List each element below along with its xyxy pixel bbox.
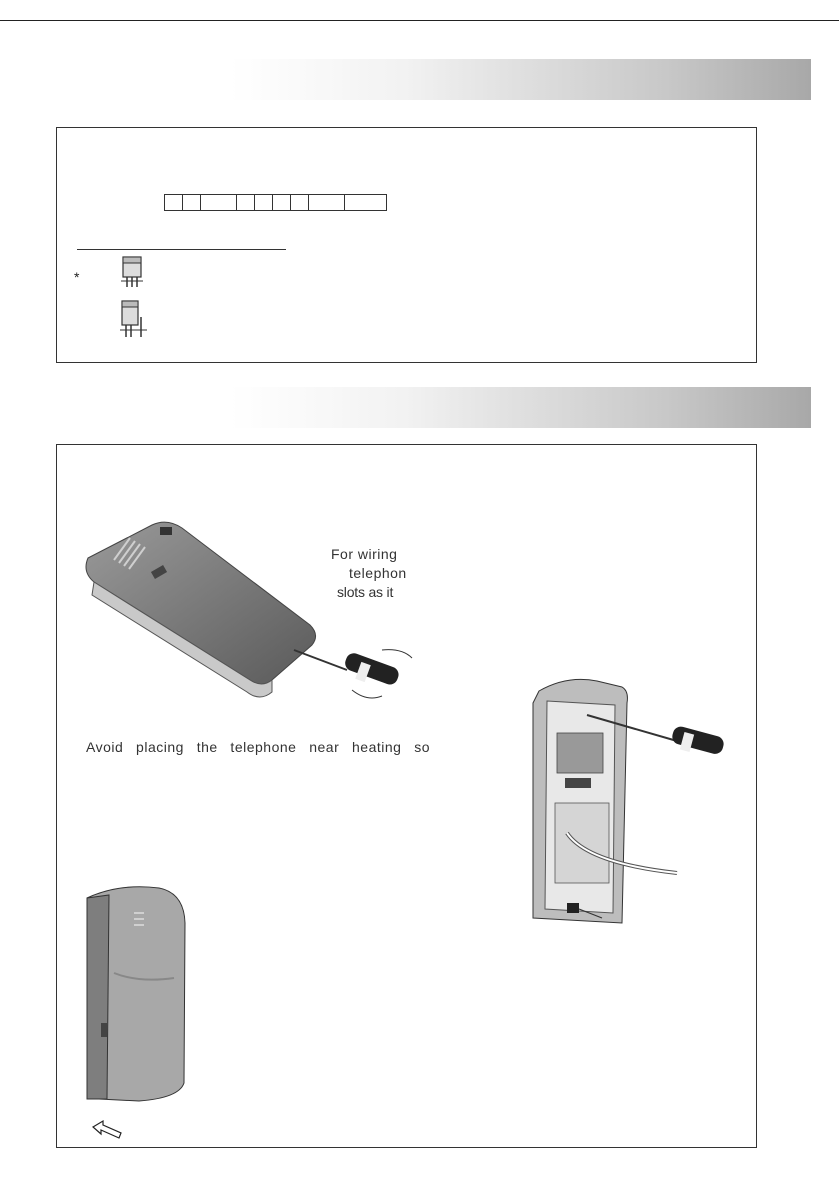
section-header-bar-1 <box>230 59 811 100</box>
code-cell <box>291 195 309 210</box>
wall-base-illustration <box>527 673 737 928</box>
jumper-settings-panel <box>56 127 757 363</box>
default-marker: * <box>74 269 80 285</box>
code-cell <box>345 195 387 210</box>
code-cell-row <box>164 194 387 211</box>
wiring-text-line-3: slots as it <box>337 584 394 600</box>
jumper-closed-icon <box>119 255 145 289</box>
jumper-open-icon <box>119 299 149 339</box>
jumper-heading-rule <box>77 249 286 250</box>
section-header-bar-2 <box>230 387 811 428</box>
code-cell <box>183 195 201 210</box>
top-rule <box>0 20 839 21</box>
wiring-text-line-1: For wiring <box>331 546 398 562</box>
code-cell <box>273 195 291 210</box>
handset-side-illustration <box>79 883 191 1123</box>
code-cell <box>237 195 255 210</box>
code-cell <box>165 195 183 210</box>
arrow-icon <box>91 1119 123 1141</box>
avoid-heating-text: Avoid placing the telephone near heating so <box>86 739 431 755</box>
wiring-text-line-2: telephon <box>349 565 407 581</box>
code-cell <box>309 195 345 210</box>
installation-panel <box>56 444 757 1148</box>
code-cell <box>255 195 273 210</box>
code-cell <box>201 195 237 210</box>
